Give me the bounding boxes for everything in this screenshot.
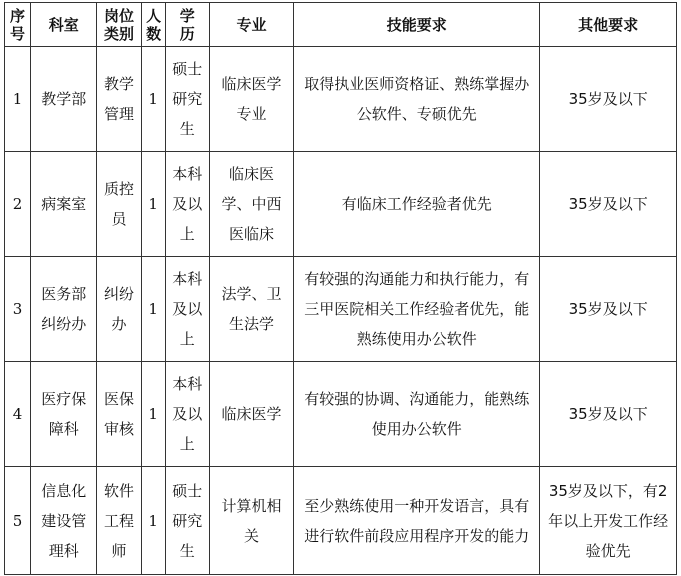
header-other: 其他要求 — [540, 3, 677, 47]
header-education: 学历 — [165, 3, 209, 47]
cell-skills: 至少熟练使用一种开发语言，具有进行软件前段应用程序开发的能力 — [294, 467, 540, 575]
cell-seq: 4 — [5, 362, 31, 467]
cell-count: 1 — [141, 47, 165, 152]
cell-dept: 医务部纠纷办 — [31, 257, 97, 362]
table-row — [5, 257, 677, 362]
cell-education: 硕士研究生 — [165, 467, 209, 575]
cell-seq: 5 — [5, 467, 31, 575]
cell-skills: 有较强的协调、沟通能力，能熟练使用办公软件 — [294, 362, 540, 467]
header-skills: 技能要求 — [294, 3, 540, 47]
header-category: 岗位类别 — [97, 3, 141, 47]
recruitment-table — [4, 2, 677, 575]
table-row — [5, 467, 677, 575]
cell-other: 35岁及以下，有2年以上开发工作经验优先 — [540, 467, 677, 575]
cell-dept: 病案室 — [31, 152, 97, 257]
cell-major: 计算机相关 — [209, 467, 293, 575]
cell-category: 纠纷办 — [97, 257, 141, 362]
cell-dept: 教学部 — [31, 47, 97, 152]
cell-count: 1 — [141, 152, 165, 257]
cell-dept: 医疗保障科 — [31, 362, 97, 467]
cell-skills: 有临床工作经验者优先 — [294, 152, 540, 257]
cell-count: 1 — [141, 362, 165, 467]
cell-seq: 1 — [5, 47, 31, 152]
cell-count: 1 — [141, 257, 165, 362]
table-row — [5, 152, 677, 257]
cell-major: 法学、卫生法学 — [209, 257, 293, 362]
header-major: 专业 — [209, 3, 293, 47]
cell-category: 教学管理 — [97, 47, 141, 152]
cell-category: 医保审核 — [97, 362, 141, 467]
cell-education: 本科及以上 — [165, 362, 209, 467]
cell-major: 临床医学 — [209, 362, 293, 467]
cell-category: 质控员 — [97, 152, 141, 257]
cell-skills: 取得执业医师资格证、熟练掌握办公软件、专硕优先 — [294, 47, 540, 152]
cell-other: 35岁及以下 — [540, 257, 677, 362]
cell-major: 临床医学专业 — [209, 47, 293, 152]
cell-category: 软件工程师 — [97, 467, 141, 575]
table-row — [5, 362, 677, 467]
header-row — [5, 3, 677, 47]
cell-other: 35岁及以下 — [540, 362, 677, 467]
cell-dept: 信息化建设管理科 — [31, 467, 97, 575]
header-count: 人数 — [141, 3, 165, 47]
cell-education: 本科及以上 — [165, 152, 209, 257]
table-row — [5, 47, 677, 152]
cell-education: 本科及以上 — [165, 257, 209, 362]
cell-other: 35岁及以下 — [540, 152, 677, 257]
header-seq: 序号 — [5, 3, 31, 47]
cell-count: 1 — [141, 467, 165, 575]
cell-skills: 有较强的沟通能力和执行能力，有三甲医院相关工作经验者优先，能熟练使用办公软件 — [294, 257, 540, 362]
cell-education: 硕士研究生 — [165, 47, 209, 152]
cell-seq: 2 — [5, 152, 31, 257]
cell-seq: 3 — [5, 257, 31, 362]
header-dept: 科室 — [31, 3, 97, 47]
cell-major: 临床医学、中西医临床 — [209, 152, 293, 257]
cell-other: 35岁及以下 — [540, 47, 677, 152]
